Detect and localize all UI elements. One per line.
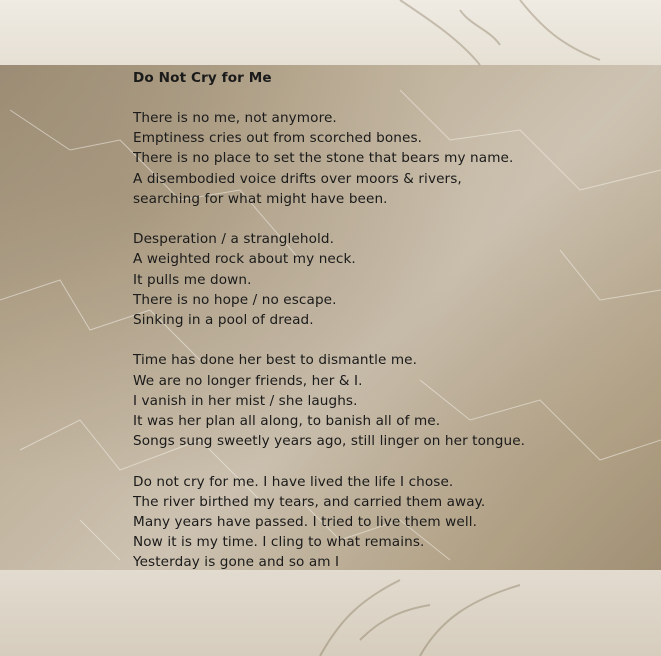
- poem-line: There is no me, not anymore.: [133, 110, 337, 126]
- poem-line: There is no place to set the stone that bears my name.: [133, 150, 514, 167]
- poem-line: Desperation / a stranglehold.: [133, 231, 335, 248]
- poem-line: Emptiness cries out from scorched bones.: [133, 130, 423, 147]
- poem-line: There is no hope / no escape.: [133, 291, 337, 308]
- poem: [133, 68, 653, 593]
- stanza-1: [133, 108, 653, 209]
- poem-line: Do not cry for me. I have lived the life I chose.: [133, 473, 454, 490]
- poem-line: A disembodied voice drifts over moors & rivers,: [133, 170, 462, 187]
- poem-line: A weighted rock about my neck.: [133, 251, 356, 268]
- poem-line: We are no longer friends, her & I.: [133, 372, 363, 389]
- poem-line: I vanish in her mist / she laughs.: [133, 392, 358, 409]
- poem-line: Many years have passed. I tried to live them well.: [133, 514, 478, 531]
- poem-line: Time has done her best to dismantle me.: [133, 352, 418, 369]
- poem-line: Songs sung sweetly years ago, still linger on her tongue.: [133, 433, 526, 450]
- stanza-2: [133, 229, 653, 330]
- poem-line: Sinking in a pool of dread.: [133, 312, 314, 329]
- poem-line: Now it is my time. I cling to what remains.: [133, 534, 425, 551]
- poem-title: Do Not Cry for Me: [133, 70, 272, 86]
- stanza-4: [133, 472, 653, 573]
- poem-line: Yesterday is gone and so am I: [133, 554, 340, 571]
- poem-line: It was her plan all along, to banish all of me.: [133, 413, 441, 430]
- top-band: [0, 0, 661, 65]
- poem-line: The river birthed my tears, and carried them away.: [133, 493, 486, 510]
- poem-line: It pulls me down.: [133, 271, 252, 288]
- stanza-3: [133, 350, 653, 451]
- poem-line: searching for what might have been.: [133, 190, 388, 207]
